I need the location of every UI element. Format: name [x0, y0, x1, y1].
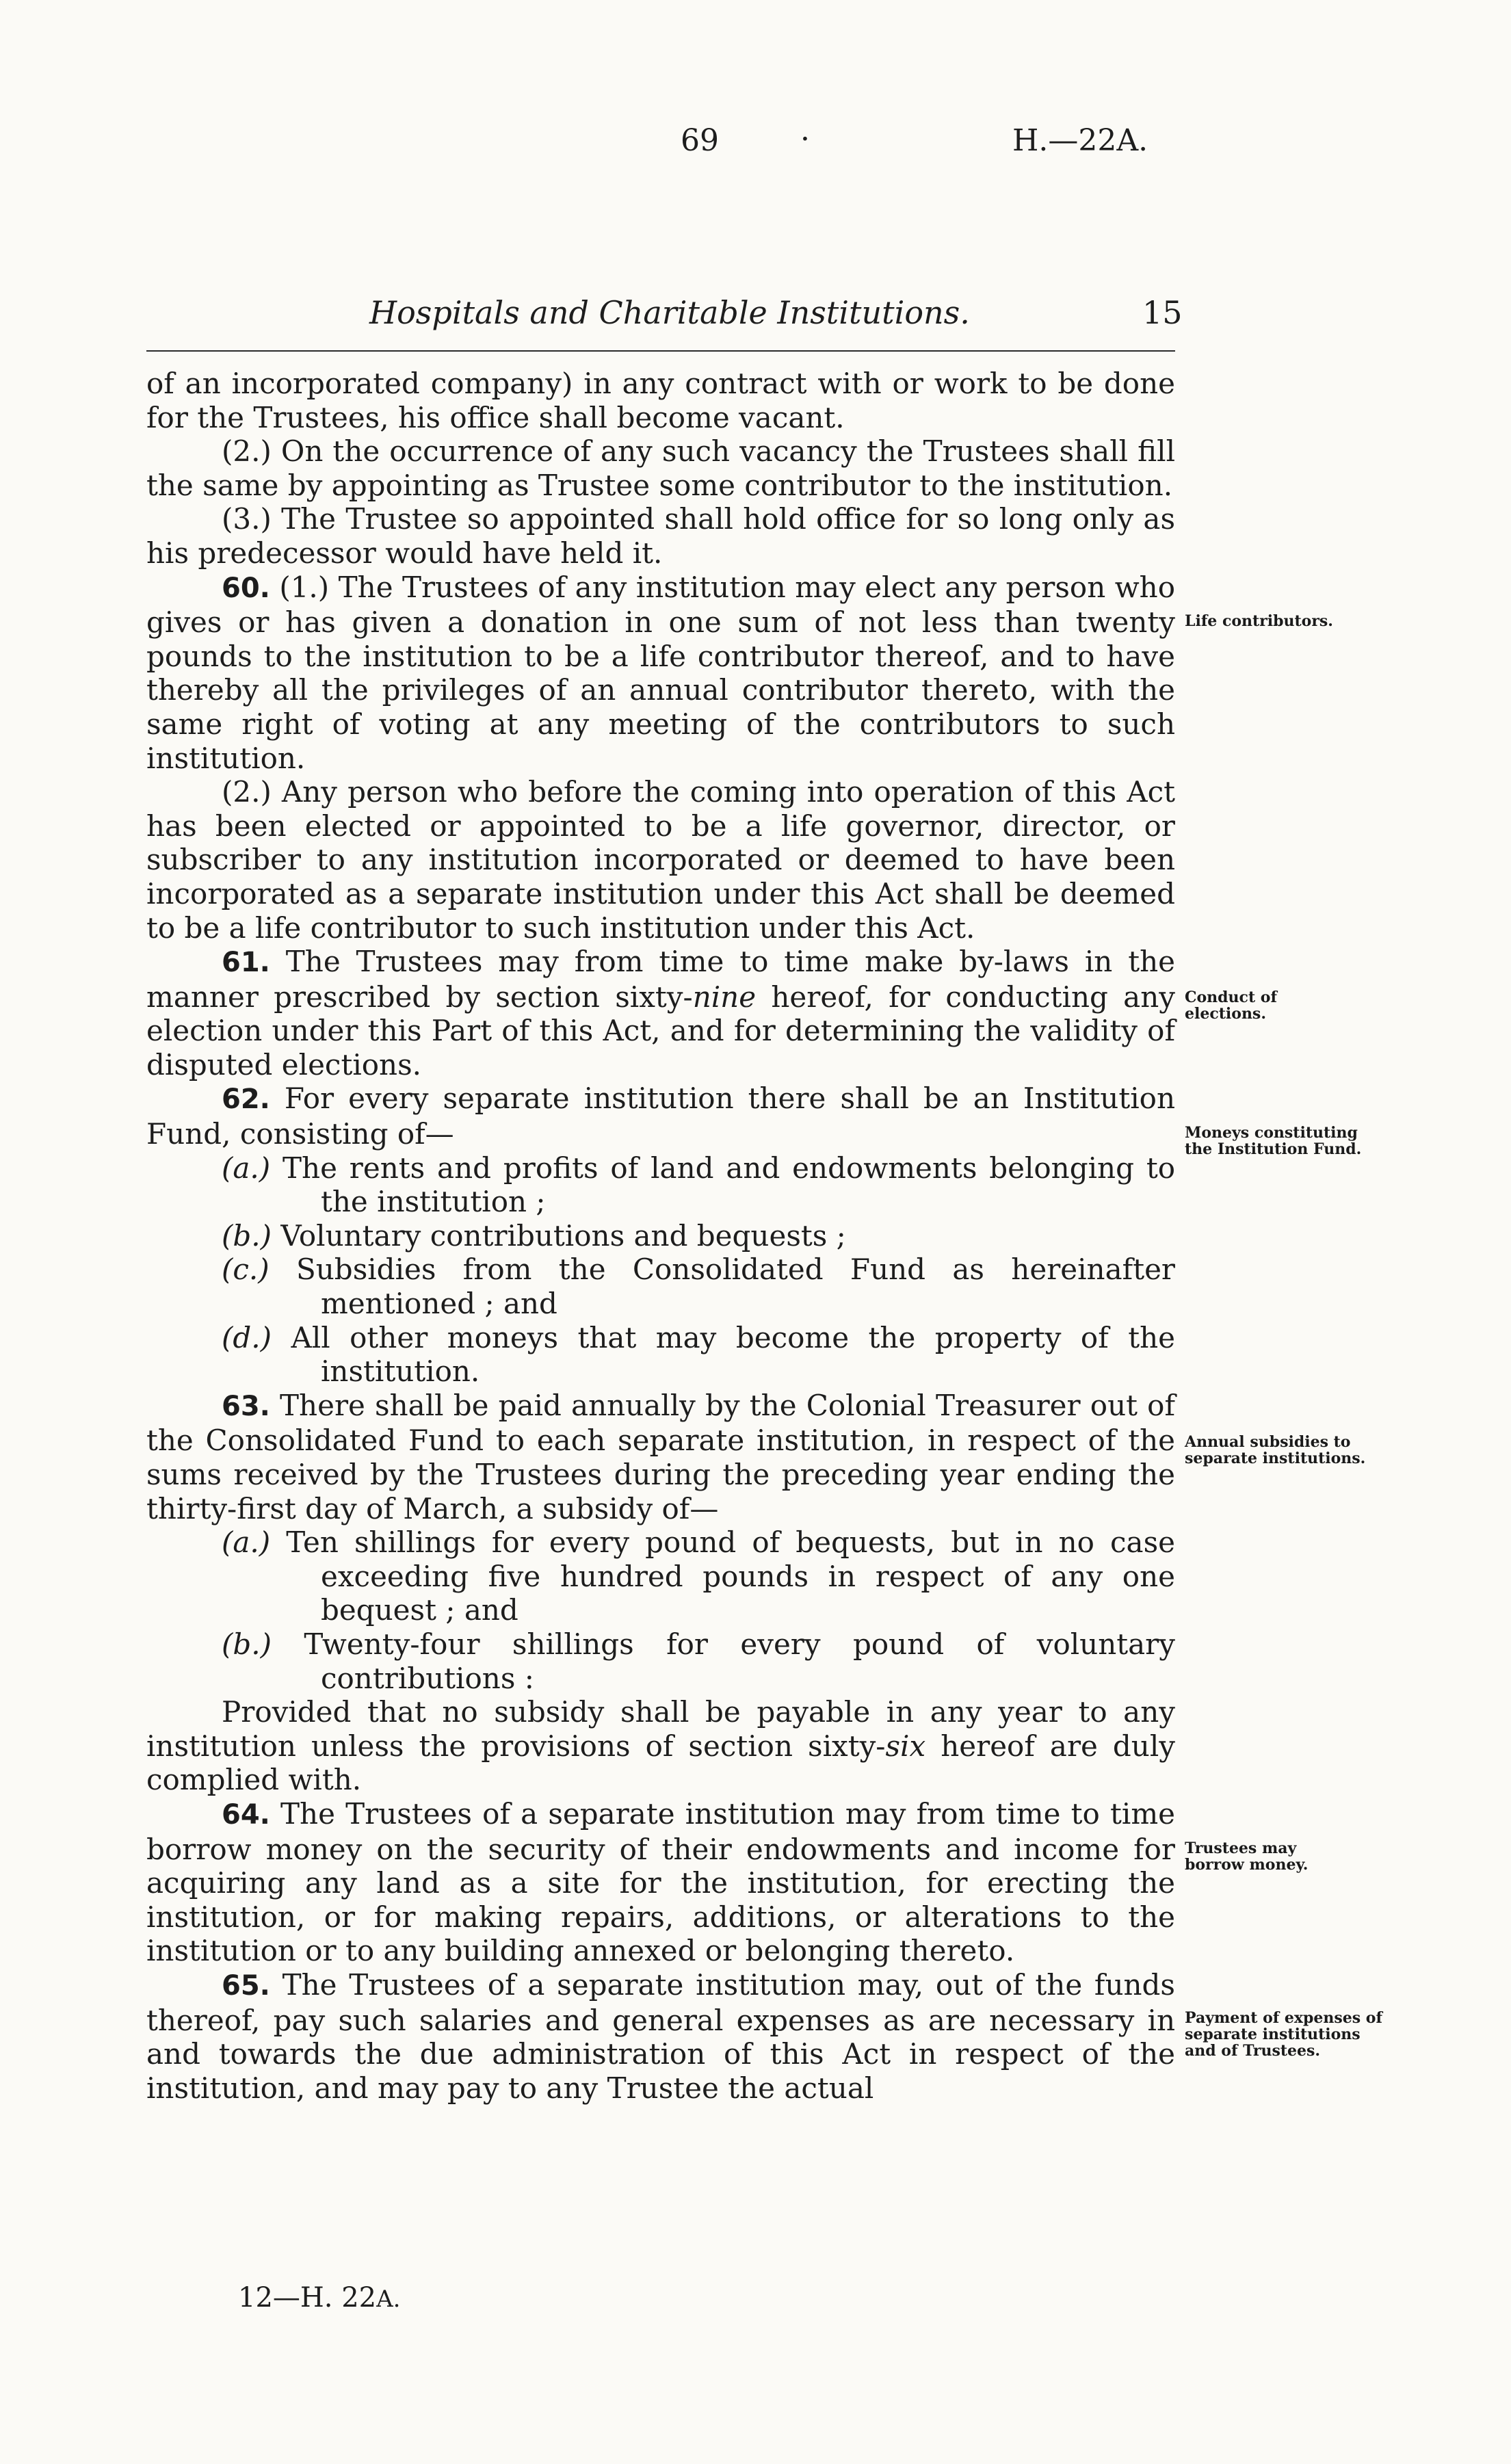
item-label: (b.) [222, 1627, 272, 1661]
running-page-number: 15 [1142, 294, 1183, 331]
section-61-text-b: hereof, for conducting any election under this Part of this Act, and for determining the validity of disputed elections. [146, 980, 1176, 1082]
signature-mark-suffix: A. [376, 2285, 401, 2313]
item-text: Subsidies from the Consolidated Fund as hereinafter mentioned ; and [295, 1253, 1175, 1321]
margin-note-64: Trustees may borrow money. [1185, 1839, 1309, 1874]
item-text: Ten shillings for every pound of bequests, but in no case exceeding five hundred pounds in respect of any one bequest ; and [286, 1525, 1175, 1627]
margin-note-62: Moneys constituting the Institution Fund. [1185, 1124, 1362, 1158]
section-61-text-a: The Trustees may from time to time make by-laws in the manner prescribed by section sixty- [146, 945, 1175, 1014]
section-61-italic: nine [692, 980, 757, 1014]
proviso-text-b: hereof are duly complied with. [146, 1729, 1175, 1797]
paragraph-subsection-3: (3.) The Trustee so appointed shall hold office for so long only as his predecessor would have held it. [146, 502, 1175, 570]
section-62-number: 62. [222, 1084, 270, 1116]
item-label: (d.) [222, 1320, 272, 1354]
item-text: Voluntary contributions and bequests ; [280, 1218, 846, 1253]
list-item [146, 1321, 1175, 1389]
margin-note-63: Annual subsidies to separate institutions. [1185, 1433, 1366, 1467]
section-63-text: There shall be paid annually by the Colonial Treasurer out of the Consolidated Fund to each separate institution, in respect of the sums received by the Trustees during the preceding year ending the thirty-first day of March, a subsidy of— [146, 1388, 1175, 1525]
paragraph-continuation: of an incorporated company) in any contract with or work to be done for the Trustees, his office shall become vacant. [146, 367, 1175, 434]
item-label: (b.) [222, 1218, 272, 1253]
list-item [146, 1219, 1175, 1253]
signature-mark [238, 2282, 400, 2314]
section-63-proviso [146, 1695, 1175, 1797]
section-65-text: The Trustees of a separate institution may, out of the funds thereof, pay such salaries and general expenses as are necessary in and towards the due administration of this Act in respect of the institution, and may pay to any Trustee the actual [146, 1967, 1175, 2105]
margin-note-61: Conduct of elections. [1185, 988, 1277, 1023]
section-62-text: For every separate institution there shall be an Institution Fund, consisting of— [146, 1082, 1176, 1151]
section-63-number: 63. [222, 1390, 270, 1422]
section-60 [146, 571, 1175, 776]
margin-note-65: Payment of expenses of separate institutions and of Trustees. [1185, 2009, 1382, 2060]
margin-note-60: Life contributors. [1185, 612, 1333, 630]
item-label: (c.) [222, 1253, 270, 1287]
proviso-text-a: Provided that no subsidy shall be payable in any year to any institution unless the provisions of section sixty- [146, 1695, 1175, 1763]
section-60-subsection-2: (2.) Any person who before the coming into operation of this Act has been elected or appointed to be a life governor, director, or subscriber to any institution incorporated or deemed to have been incorporated as a separate institution under this Act shall be deemed to be a life contributor to such institution under this Act. [146, 775, 1175, 945]
section-62 [146, 1082, 1175, 1151]
section-64-number: 64. [222, 1798, 270, 1831]
header-rule [146, 350, 1175, 352]
paper-reference: H.—22A. [1012, 123, 1148, 158]
running-title: Hospitals and Charitable Institutions. [369, 294, 970, 331]
item-text: All other moneys that may become the property of the institution. [291, 1320, 1175, 1389]
section-65-number: 65. [222, 1969, 270, 2002]
list-item [146, 1253, 1175, 1320]
page-number: 69 [681, 123, 719, 158]
item-label: (a.) [222, 1151, 271, 1185]
item-text: The rents and profits of land and endowments belonging to the institution ; [283, 1151, 1175, 1219]
section-61-number: 61. [222, 947, 270, 979]
section-60-text: (1.) The Trustees of any institution may elect any person who gives or has given a donation in one sum of not less than twenty pounds to the institution to be a life contributor thereof, and to have thereby all the privileges of an annual contributor thereto, with the same right of voting at any meeting of the contributors to such institution. [146, 570, 1176, 775]
list-item [146, 1525, 1175, 1627]
proviso-italic: six [885, 1729, 926, 1763]
signature-mark-main: 12—H. 22 [238, 2282, 377, 2314]
section-61 [146, 945, 1175, 1082]
header-dot: · [800, 122, 810, 157]
list-item [146, 1627, 1175, 1695]
item-text: Twenty-four shillings for every pound of voluntary contributions : [304, 1627, 1175, 1695]
section-60-number: 60. [222, 572, 270, 604]
section-65 [146, 1968, 1175, 2105]
paragraph-subsection-2: (2.) On the occurrence of any such vacancy the Trustees shall fill the same by appointing as Trustee some contributor to the institution. [146, 434, 1175, 502]
document-body [146, 367, 1175, 2105]
section-64-text: The Trustees of a separate institution may from time to time borrow money on the security of their endowments and income for acquiring any land as a site for the institution, for erecting the institution, or for making repairs, additions, or alterations to the institution or to any building annexed or belonging thereto. [146, 1796, 1176, 1968]
section-64 [146, 1797, 1175, 1968]
section-63 [146, 1389, 1175, 1525]
list-item [146, 1151, 1175, 1219]
item-label: (a.) [222, 1525, 271, 1560]
